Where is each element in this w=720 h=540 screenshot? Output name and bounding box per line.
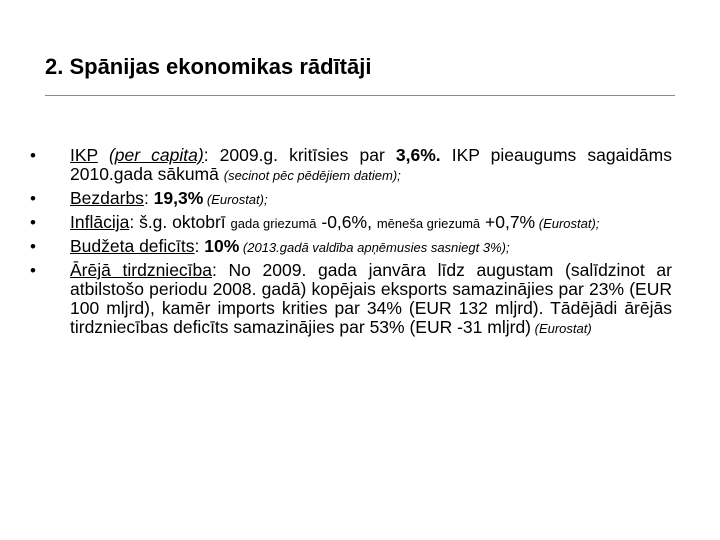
- trade-term: Ārējā tirdzniecība: [70, 260, 212, 280]
- trade-note: (Eurostat): [531, 321, 592, 336]
- bullet-glyph: •: [30, 189, 36, 208]
- unemployment-value: 19,3%: [153, 188, 204, 208]
- unemployment-text: :: [143, 188, 154, 208]
- gdp-text-2: IKP pieaugums sagaidāms 2010.gada sākumā: [70, 145, 672, 184]
- trade-text: : No 2009. gada janvāra līdz augustam (salīdzinot ar atbilstošo periodu 2008. gadā) kopējais eksports samazinājies par 23% (EUR 100 mljrd), kamēr imports krities par 34% (EUR 132 mljrd). Tādējādi ārējās tirdzniecības deficīts samazinājies par 53% (EUR -31 mljrd): [70, 260, 672, 337]
- bullet-glyph: •: [30, 146, 36, 165]
- bullet-gdp: [30, 146, 672, 185]
- bullet-unemployment: [30, 189, 672, 209]
- bullet-glyph: •: [30, 237, 36, 256]
- bullet-glyph: •: [30, 213, 36, 232]
- inflation-annual-label: gada griezumā: [230, 216, 317, 231]
- deficit-note: (2013.gadā valdība apņēmusies sasniegt 3%);: [239, 240, 510, 255]
- inflation-note: (Eurostat);: [535, 216, 600, 231]
- title-divider: [45, 95, 675, 96]
- gdp-term-qualifier: (per capita): [108, 145, 204, 165]
- deficit-text: :: [194, 236, 205, 256]
- inflation-text-1: : š.g. oktobrī: [129, 212, 231, 232]
- gdp-text-1: : 2009.g. kritīsies par: [203, 145, 396, 165]
- deficit-value: 10%: [204, 236, 240, 256]
- bullet-foreign-trade: [30, 261, 672, 338]
- inflation-term: Inflācija: [70, 212, 130, 232]
- bullet-inflation: [30, 213, 672, 233]
- gdp-note: (secinot pēc pēdējiem datiem);: [223, 168, 401, 183]
- bullet-budget-deficit: [30, 237, 672, 257]
- deficit-term: Budžeta deficīts: [70, 236, 195, 256]
- inflation-annual-value: -0,6%,: [316, 212, 377, 232]
- bullet-list: [30, 146, 672, 342]
- inflation-monthly-label: mēneša griezumā: [376, 216, 481, 231]
- unemployment-note: (Eurostat);: [203, 192, 268, 207]
- gdp-value: 3,6%.: [395, 145, 441, 165]
- gdp-term: IKP: [70, 145, 98, 165]
- unemployment-term: Bezdarbs: [70, 188, 144, 208]
- bullet-glyph: •: [30, 261, 36, 280]
- inflation-monthly-value: +0,7%: [480, 212, 536, 232]
- slide-title: 2. Spānijas ekonomikas rādītāji: [45, 54, 372, 79]
